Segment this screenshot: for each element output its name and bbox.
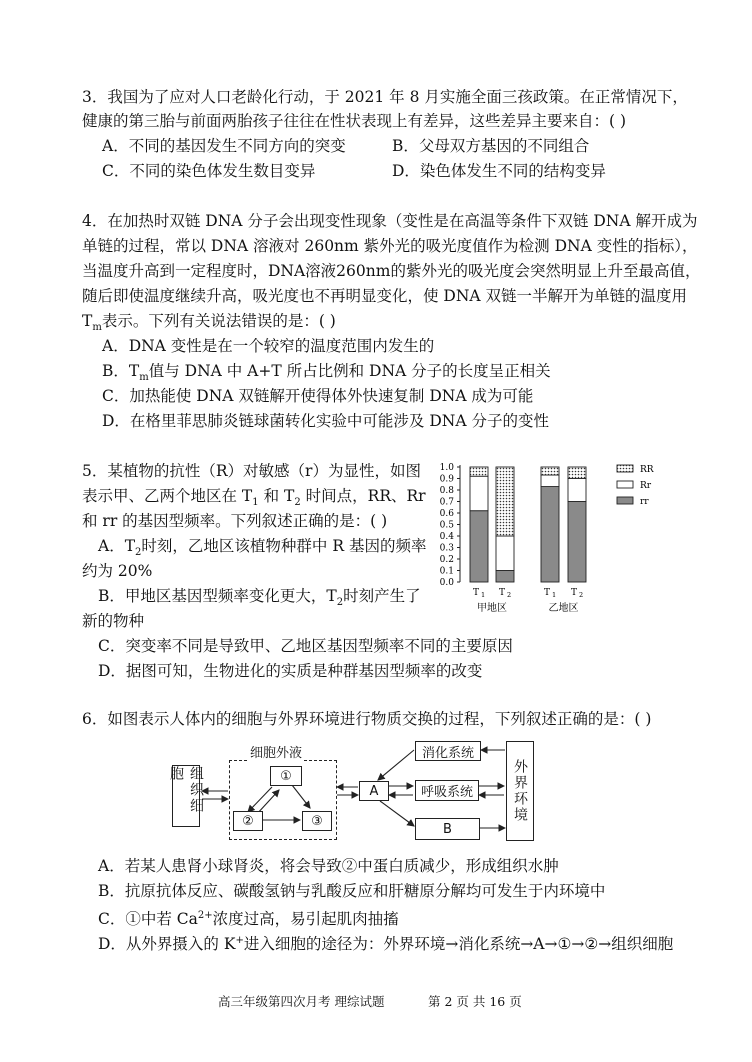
y-tick-label: 0.9 (439, 474, 454, 485)
q4-line1: 4．在加热时双链 DNA 分子会出现变性现象（变性是在高温等条件下双链 DNA 解开成为 (82, 212, 698, 230)
q3-option-d: D．染色体发生不同的结构变异 (392, 162, 606, 180)
y-tick-label: 0.4 (439, 532, 454, 542)
x-tick-label: T (570, 588, 578, 598)
q3-stem-line1: 3．我国为了应对人口老龄化行动，于 2021 年 8 月实施全面三孩政策。在正常情况下， (82, 88, 688, 106)
arrow-digestive-to-a (378, 750, 414, 780)
node-a: A (359, 781, 389, 801)
y-tick-label: 0.0 (439, 578, 454, 588)
q4-line2: 单链的过程，常以 DNA 溶液对 260nm 紫外光的吸光度值作为检测 DNA 变性的指标）， (82, 237, 698, 255)
q6-option-c: C．①中若 $Ca^{2+}$浓度过高，易引起肌肉抽搐 (98, 910, 399, 929)
respiratory-system-box: 呼吸系统 (415, 780, 479, 801)
legend-label-rr: rr (640, 497, 649, 507)
q5-option-b-line2: 新的物种 (82, 612, 145, 630)
q6-option-d: D．从外界摄入的 K+进入细胞的途径为：外界环境→消化系统→A→①→②→组织细胞 (98, 935, 674, 954)
digestive-system-box: 消化系统 (415, 741, 481, 761)
arrow-a-to-b (380, 801, 414, 826)
footer-page-number: 第 2 页 共 16 页 (428, 994, 522, 1009)
q5-option-a-line2: 约为 20% (82, 562, 153, 580)
q4-option-b: B．$T_m$值与 DNA 中 A+T 所占比例和 DNA 分子的长度呈正相关 (102, 362, 551, 384)
y-tick-label: 0.8 (439, 486, 454, 496)
y-tick-label: 1.0 (439, 463, 454, 473)
q5-option-c: C．突变率不同是导致甲、乙地区基因型频率不同的主要原因 (98, 637, 513, 655)
q3-option-c: C．不同的染色体发生数目变异 (102, 162, 316, 180)
x-tick-label: T (543, 588, 551, 598)
q6-option-a: A．若某人患肾小球肾炎，将会导致②中蛋白质减少，形成组织水肿 (98, 857, 559, 875)
y-tick-label: 0.3 (439, 543, 454, 554)
q3-option-a: A．不同的基因发生不同方向的突变 (102, 137, 346, 155)
y-tick-label: 0.5 (439, 520, 454, 531)
x-tick-sub: 1 (481, 591, 486, 599)
node-1: ① (270, 766, 302, 786)
tissue-cell-box: 组织细胞 (172, 765, 200, 827)
node-3: ③ (302, 811, 332, 831)
q5-option-d: D．据图可知，生物进化的实质是种群基因型频率的改变 (98, 662, 483, 680)
node-b: B (415, 818, 480, 840)
q4-option-d: D．在格里菲思肺炎链球菌转化实验中可能涉及 DNA 分子的变性 (102, 412, 549, 430)
q4-option-a: A．DNA 变性是在一个较窄的温度范围内发生的 (102, 337, 435, 355)
footer-exam-title: 高三年级第四次月考 理综试题 (218, 994, 385, 1009)
x-tick-sub: 2 (507, 591, 512, 599)
q4-option-c: C．加热能使 DNA 双链解开使得体外快速复制 DNA 成为可能 (102, 387, 534, 405)
q3-option-b: B．父母双方基因的不同组合 (392, 137, 590, 155)
q6-stem: 6．如图表示人体内的细胞与外界环境进行物质交换的过程，下列叙述正确的是：( ) (82, 710, 652, 728)
group-label-jia: 甲地区 (477, 603, 507, 614)
q5-option-b-line1: B．甲地区基因型频率变化更大，$T_2$时刻产生了 (98, 587, 421, 609)
q4-line3: 当温度升高到一定程度时，DNA溶液260nm的紫外光的吸光度会突然明显上升至最高值， (82, 262, 701, 280)
y-tick-label: 0.6 (439, 509, 454, 519)
extracellular-fluid-label: 细胞外液 (248, 742, 304, 761)
legend-label-Rr: Rr (640, 481, 652, 491)
q5-line1: 5．某植物的抗性（R）对敏感（r）为显性，如图 (82, 462, 421, 480)
y-tick-label: 0.7 (439, 497, 454, 508)
x-tick-label: T (472, 588, 480, 598)
y-tick-label: 0.1 (439, 566, 454, 577)
q5-line3: 和 rr 的基因型频率。下列叙述正确的是：( ) (82, 512, 388, 530)
node-2: ② (233, 811, 263, 831)
legend-label-RR: RR (640, 465, 654, 475)
external-environment-box: 外界环境 (506, 741, 534, 841)
q4-line5: $T_m$表示。下列有关说法错误的是：( ) (82, 312, 336, 334)
q5-line2: 表示甲、乙两个地区在 $T_1$ 和 $T_2$ 时间点，RR、Rr (82, 487, 426, 509)
x-tick-label: T (498, 588, 506, 598)
x-tick-sub: 2 (579, 591, 584, 599)
q3-stem-line2: 健康的第三胎与前面两胎孩子往往在性状表现上有差异，这些差异主要来自：( ) (82, 112, 627, 130)
q4-line4: 随后即使温度继续升高，吸光度也不再明显变化，使 DNA 双链一半解开为单链的温度用 (82, 287, 688, 305)
q5-option-a-line1: A．$T_2$时刻，乙地区该植物种群中 R 基因的频率 (98, 537, 427, 559)
x-tick-sub: 1 (552, 591, 557, 599)
y-tick-label: 0.2 (439, 555, 454, 565)
group-label-yi: 乙地区 (548, 603, 579, 614)
q6-option-b: B．抗原抗体反应、碳酸氢钠与乳酸反应和肝糖原分解均可发生于内环境中 (98, 882, 606, 900)
